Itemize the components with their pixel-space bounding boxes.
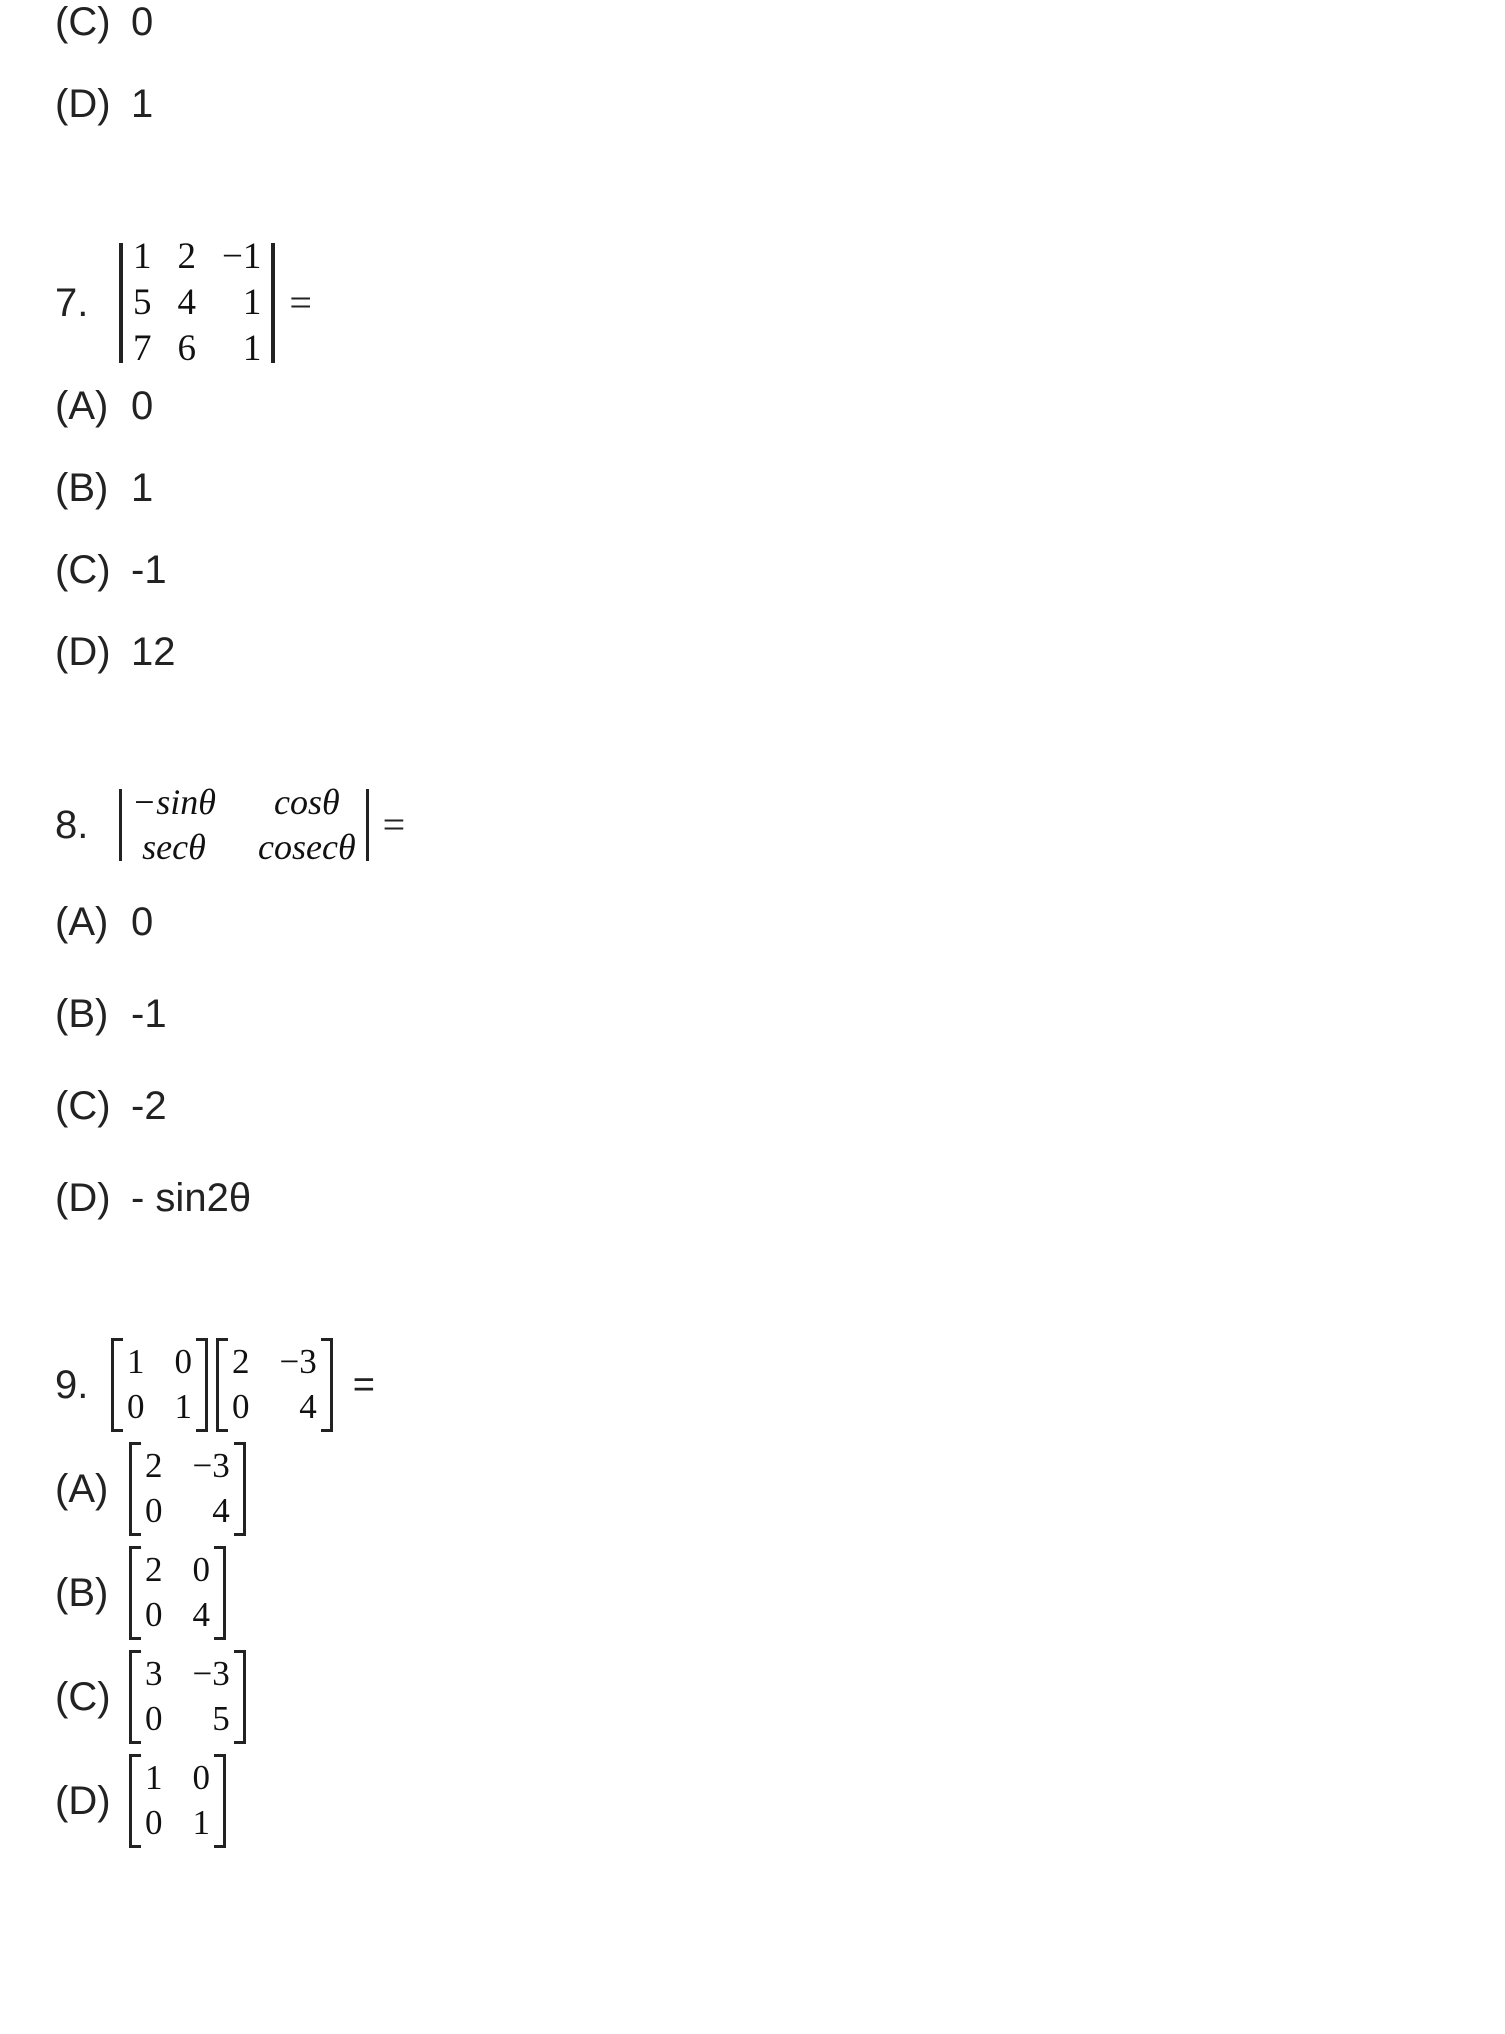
matrix-entry: −sinθ — [132, 782, 216, 822]
question-7 — [55, 236, 312, 371]
matrix-entry: 0 — [174, 1342, 192, 1381]
matrix-entry: 5 — [133, 282, 152, 324]
matrix-entries — [141, 1754, 214, 1848]
matrix-entry: −1 — [222, 236, 262, 277]
det-bar-right — [271, 243, 275, 363]
matrix-entry: −3 — [192, 1654, 230, 1693]
determinant-3x3 — [119, 236, 275, 371]
equals-sign: = — [382, 802, 406, 848]
option-label: (B) — [55, 466, 109, 510]
bracket-left — [111, 1338, 123, 1432]
matrix-entry: 0 — [145, 1802, 163, 1842]
option-value: 0 — [131, 0, 154, 44]
option-label: (C) — [55, 1084, 111, 1128]
option-matrix — [129, 1754, 226, 1848]
matrix-entries — [141, 1546, 214, 1640]
option-label: (D) — [55, 82, 111, 126]
option-value: 1 — [131, 466, 154, 510]
bracket-right — [321, 1338, 333, 1432]
matrix-entry: 5 — [212, 1698, 230, 1738]
option-matrix — [129, 1546, 226, 1640]
bracket-right — [214, 1754, 226, 1848]
matrix-entries — [123, 1338, 196, 1432]
option-value: 0 — [131, 384, 154, 428]
question-number: 9. — [55, 1362, 89, 1407]
matrix-entries — [141, 1442, 234, 1536]
option-label: (D) — [55, 630, 111, 674]
bracket-right — [234, 1650, 246, 1744]
option-label: (D) — [55, 1176, 111, 1220]
matrix-entry: 2 — [232, 1342, 250, 1381]
option-label: (C) — [55, 1674, 111, 1719]
option-value: 12 — [131, 630, 176, 674]
q9-option-a — [55, 1442, 254, 1536]
option-value: 1 — [131, 82, 154, 126]
option-label: (A) — [55, 384, 109, 428]
matrix-entry: 6 — [177, 328, 196, 370]
matrix-entry: 0 — [192, 1758, 210, 1797]
option-value: 0 — [131, 900, 154, 944]
option-label: (A) — [55, 900, 109, 944]
bracket-left — [216, 1338, 228, 1432]
option-matrix — [129, 1442, 246, 1536]
matrix-entry: 0 — [127, 1386, 145, 1426]
matrix-entry: 3 — [145, 1654, 163, 1693]
bracket-right — [214, 1546, 226, 1640]
matrix-entries — [228, 1338, 321, 1432]
bracket-left — [129, 1650, 141, 1744]
option-value: -1 — [131, 992, 167, 1036]
det-bar-right — [366, 789, 369, 861]
bracket-right — [196, 1338, 208, 1432]
q8-option-b — [55, 994, 167, 1034]
option-value: - sin2θ — [131, 1176, 252, 1220]
q8-option-a — [55, 902, 153, 942]
matrix-entry: 4 — [177, 282, 196, 324]
matrix-entry: 2 — [145, 1550, 163, 1589]
question-number: 7. — [55, 281, 89, 326]
matrix-entry: −3 — [192, 1446, 230, 1485]
matrix-entry: 2 — [177, 236, 196, 277]
q7-option-c — [55, 550, 167, 590]
matrix-entry: 0 — [145, 1698, 163, 1738]
bracket-left — [129, 1442, 141, 1536]
matrix-entry: −3 — [279, 1342, 317, 1381]
q7-option-d — [55, 632, 176, 672]
q7-option-a — [55, 386, 153, 426]
matrix-entry: 4 — [212, 1490, 230, 1530]
option-label: (B) — [55, 992, 109, 1036]
matrix-entry: 1 — [242, 282, 262, 324]
option-value: -2 — [131, 1084, 167, 1128]
matrix-entry: 1 — [127, 1342, 145, 1381]
option-label: (C) — [55, 0, 111, 44]
option-label: (D) — [55, 1778, 111, 1823]
equals-sign: = — [352, 1363, 375, 1406]
question-number: 8. — [55, 803, 89, 848]
q9-option-c — [55, 1650, 254, 1744]
q9-option-d — [55, 1754, 234, 1848]
matrix-entry: 0 — [192, 1550, 210, 1589]
matrix-entry: cosθ — [273, 782, 340, 822]
matrix-identity — [111, 1338, 208, 1432]
matrix-entry: 4 — [299, 1386, 317, 1426]
question-8 — [55, 782, 405, 868]
det-entries — [123, 236, 271, 371]
option-label: (B) — [55, 1570, 109, 1615]
option-label: (C) — [55, 548, 111, 592]
option-d-prev — [55, 84, 153, 124]
equals-sign: = — [289, 280, 312, 326]
matrix-entry: cosecθ — [258, 827, 356, 868]
bracket-right — [234, 1442, 246, 1536]
bracket-left — [129, 1546, 141, 1640]
q8-option-d — [55, 1178, 251, 1218]
bracket-left — [129, 1754, 141, 1848]
matrix-entry: 2 — [145, 1446, 163, 1485]
question-9 — [55, 1338, 375, 1432]
matrix-entries — [141, 1650, 234, 1744]
matrix-entry: 7 — [133, 328, 152, 370]
q8-option-c — [55, 1086, 167, 1126]
q9-option-b — [55, 1546, 234, 1640]
option-value: -1 — [131, 548, 167, 592]
matrix-entry: 1 — [192, 1802, 210, 1842]
matrix-entry: 0 — [145, 1490, 163, 1530]
matrix-entry: 0 — [145, 1594, 163, 1634]
matrix-entry: 1 — [145, 1758, 163, 1797]
matrix-entry: 4 — [192, 1594, 210, 1634]
det-entries — [122, 782, 366, 868]
matrix-entry: 1 — [174, 1386, 192, 1426]
determinant-2x2 — [119, 782, 369, 868]
option-matrix — [129, 1650, 246, 1744]
matrix-entry: 1 — [242, 328, 262, 370]
matrix-entry: secθ — [142, 827, 206, 868]
matrix-entry: 0 — [232, 1386, 250, 1426]
matrix-b — [216, 1338, 333, 1432]
q7-option-b — [55, 468, 153, 508]
option-label: (A) — [55, 1466, 109, 1511]
matrix-entry: 1 — [133, 236, 152, 277]
option-c-prev — [55, 2, 153, 42]
